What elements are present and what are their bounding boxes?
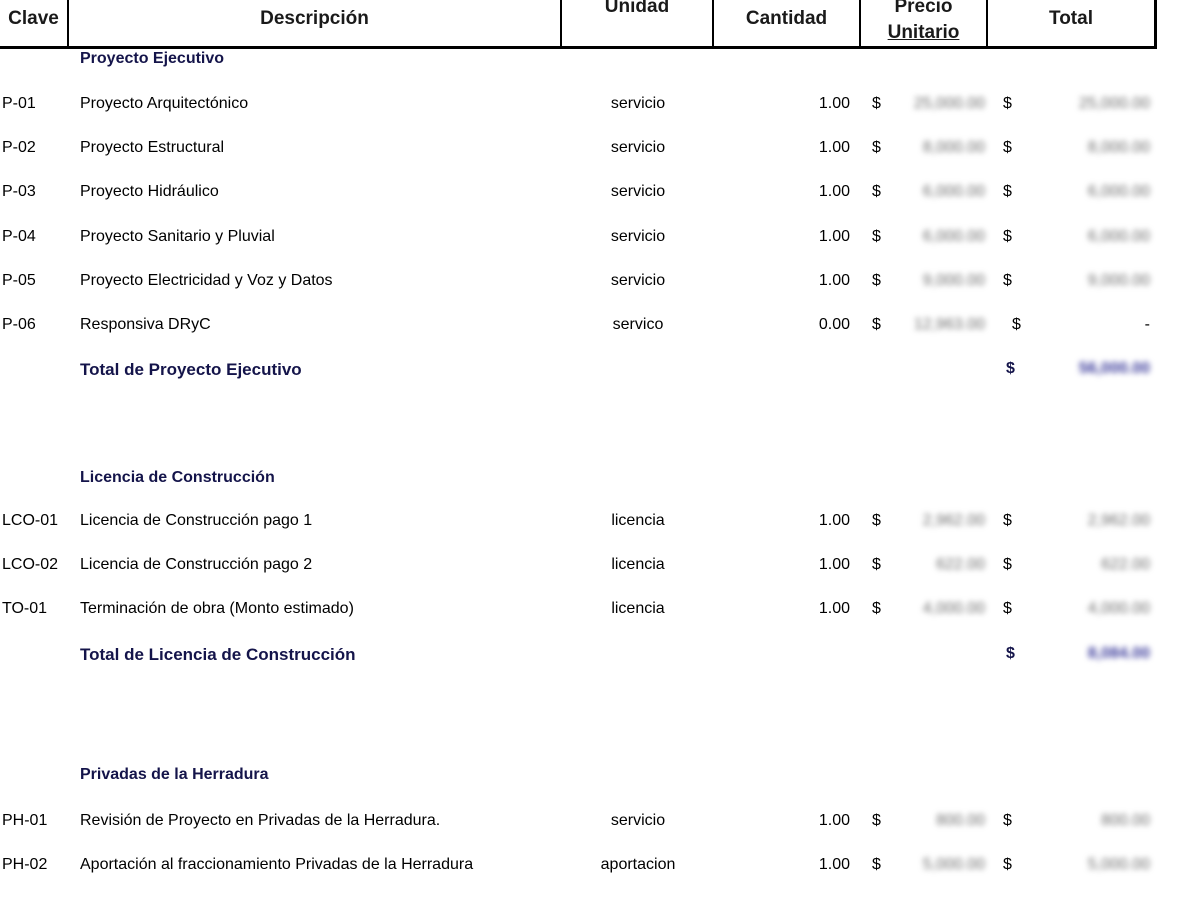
table-header (0, 0, 1157, 49)
unit-price-cell: 800.00 (936, 812, 985, 829)
currency-symbol: $ (872, 316, 881, 333)
clave-cell: LCO-02 (2, 556, 59, 573)
header-precio-unitario (859, 0, 986, 46)
clave-cell: P-04 (2, 228, 36, 245)
currency-symbol: $ (872, 139, 881, 156)
header-unidad-label: Unidad (604, 0, 670, 17)
table-row (0, 95, 1160, 119)
section-total-value: 56,000.00 (1078, 360, 1150, 377)
total-cell: 6,000.00 (1087, 183, 1150, 200)
unit-price-cell: 5,000.00 (922, 856, 985, 873)
clave-cell: TO-01 (2, 600, 48, 617)
header-precio-unitario-label (888, 0, 960, 46)
header-clave (0, 0, 67, 46)
total-cell: 8,000.00 (1087, 139, 1150, 156)
unit-price-cell: 6,000.00 (922, 228, 985, 245)
quantity-cell: 1.00 (818, 228, 850, 245)
section-total-row (0, 360, 1160, 384)
quantity-cell: 1.00 (818, 183, 850, 200)
header-descripcion-label: Descripción (260, 8, 369, 29)
unit-cell: servicio (610, 812, 666, 829)
unit-cell: servicio (610, 95, 666, 112)
clave-cell: LCO-01 (2, 512, 59, 529)
currency-symbol: $ (1003, 139, 1012, 156)
section-total-label: Total de Proyecto Ejecutivo (80, 360, 302, 379)
unit-price-cell: 9,000.00 (922, 272, 985, 289)
total-cell: 25,000.00 (1078, 95, 1150, 112)
clave-cell: P-05 (2, 272, 36, 289)
currency-symbol: $ (872, 95, 881, 112)
section-total-label: Total de Licencia de Construcción (80, 645, 356, 664)
section-title: Privadas de la Herradura (80, 766, 269, 783)
unit-price-cell: 12,963.00 (913, 316, 985, 333)
currency-symbol: $ (1003, 95, 1012, 112)
unit-cell: servicio (610, 228, 666, 245)
section-title: Licencia de Construcción (80, 469, 275, 486)
unit-cell: licencia (611, 556, 665, 573)
header-total-label: Total (1049, 8, 1093, 29)
currency-symbol: $ (1003, 812, 1012, 829)
currency-symbol: $ (1003, 856, 1012, 873)
description-cell: Licencia de Construcción pago 1 (80, 512, 313, 529)
description-cell: Revisión de Proyecto en Privadas de la Herradura. (80, 812, 441, 829)
table-row (0, 316, 1160, 340)
header-total (986, 0, 1154, 46)
currency-symbol: $ (1006, 360, 1015, 377)
total-cell: 622.00 (1101, 556, 1150, 573)
currency-symbol: $ (872, 600, 881, 617)
clave-cell: P-02 (2, 139, 36, 156)
currency-symbol: $ (872, 856, 881, 873)
currency-symbol: $ (1012, 316, 1021, 333)
quantity-cell: 0.00 (818, 316, 850, 333)
currency-symbol: $ (872, 512, 881, 529)
table-row (0, 139, 1160, 163)
description-cell: Responsiva DRyC (80, 316, 211, 333)
description-cell: Terminación de obra (Monto estimado) (80, 600, 354, 617)
header-unidad (560, 0, 712, 46)
header-cantidad-label: Cantidad (745, 8, 828, 29)
total-cell: 2,962.00 (1087, 512, 1150, 529)
description-cell: Licencia de Construcción pago 2 (80, 556, 313, 573)
quantity-cell: 1.00 (818, 512, 850, 529)
description-cell: Aportación al fraccionamiento Privadas de la Herradura (80, 856, 474, 873)
header-clave-label: Clave (8, 8, 59, 29)
clave-cell: PH-02 (2, 856, 48, 873)
description-cell: Proyecto Arquitectónico (80, 95, 249, 112)
quantity-cell: 1.00 (818, 95, 850, 112)
header-unitario-text: Unitario (887, 22, 960, 43)
header-cantidad (712, 0, 859, 46)
unit-cell: licencia (611, 512, 665, 529)
unit-cell: servico (612, 316, 664, 333)
currency-symbol: $ (1003, 556, 1012, 573)
currency-symbol: $ (872, 556, 881, 573)
table-row (0, 556, 1160, 580)
unit-cell: servicio (610, 183, 666, 200)
quantity-cell: 1.00 (818, 856, 850, 873)
total-cell: - (1144, 316, 1150, 333)
unit-price-cell: 4,000.00 (922, 600, 985, 617)
table-row (0, 512, 1160, 536)
unit-cell: servicio (610, 272, 666, 289)
section-total-row (0, 645, 1160, 669)
header-descripcion (67, 0, 560, 46)
table-row (0, 183, 1160, 207)
table-row (0, 812, 1160, 836)
section-title: Proyecto Ejecutivo (80, 50, 225, 67)
currency-symbol: $ (1003, 228, 1012, 245)
currency-symbol: $ (1003, 183, 1012, 200)
total-cell: 4,000.00 (1087, 600, 1150, 617)
total-cell: 800.00 (1101, 812, 1150, 829)
quantity-cell: 1.00 (818, 812, 850, 829)
unit-cell: licencia (611, 600, 665, 617)
unit-cell: servicio (610, 139, 666, 156)
unit-price-cell: 25,000.00 (913, 95, 985, 112)
quantity-cell: 1.00 (818, 139, 850, 156)
unit-price-cell: 2,962.00 (922, 512, 985, 529)
header-precio-text: Precio (894, 0, 953, 17)
currency-symbol: $ (1003, 512, 1012, 529)
table-row (0, 228, 1160, 252)
currency-symbol: $ (872, 272, 881, 289)
description-cell: Proyecto Electricidad y Voz y Datos (80, 272, 333, 289)
section-total-value: 8,084.00 (1087, 645, 1150, 662)
quantity-cell: 1.00 (818, 556, 850, 573)
currency-symbol: $ (1006, 645, 1015, 662)
total-cell: 5,000.00 (1087, 856, 1150, 873)
clave-cell: PH-01 (2, 812, 48, 829)
currency-symbol: $ (872, 183, 881, 200)
clave-cell: P-06 (2, 316, 36, 333)
clave-cell: P-03 (2, 183, 36, 200)
currency-symbol: $ (1003, 272, 1012, 289)
total-cell: 6,000.00 (1087, 228, 1150, 245)
unit-price-cell: 622.00 (936, 556, 985, 573)
unit-price-cell: 6,000.00 (922, 183, 985, 200)
description-cell: Proyecto Sanitario y Pluvial (80, 228, 275, 245)
quantity-cell: 1.00 (818, 272, 850, 289)
currency-symbol: $ (1003, 600, 1012, 617)
currency-symbol: $ (872, 812, 881, 829)
description-cell: Proyecto Estructural (80, 139, 225, 156)
currency-symbol: $ (872, 228, 881, 245)
table-row (0, 600, 1160, 624)
clave-cell: P-01 (2, 95, 36, 112)
quantity-cell: 1.00 (818, 600, 850, 617)
unit-cell: aportacion (600, 856, 676, 873)
description-cell: Proyecto Hidráulico (80, 183, 219, 200)
table-row (0, 272, 1160, 296)
unit-price-cell: 8,000.00 (922, 139, 985, 156)
total-cell: 9,000.00 (1087, 272, 1150, 289)
table-row (0, 856, 1160, 880)
